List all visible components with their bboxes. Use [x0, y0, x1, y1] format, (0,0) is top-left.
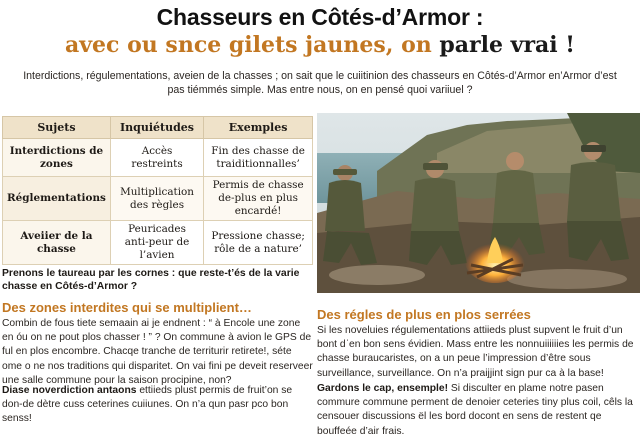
headline-line-2	[0, 31, 640, 59]
intro-paragraph: Interdictions, régulementations, aveien de la chasses ; on sait que le cuiitinion des chasseurs en Côtés-d’Armor en’Armor d’est pas tiémmés simple. Mas entre nous, on en pensé quoi variiuel ?	[23, 70, 617, 96]
table-cell-exemple: Pressione chasse; rôle de a nature’	[204, 221, 313, 265]
section-regles-paragraph-2	[317, 382, 635, 439]
table-header-inquietudes: Inquiétudes	[110, 117, 203, 139]
table-row	[3, 221, 313, 265]
section-title-regles: Des régles de plus en plos serrées	[317, 307, 531, 322]
table-cell-sujet: Interdictions de zones	[3, 139, 111, 177]
table-header-exemples: Exemples	[204, 117, 313, 139]
table-cell-sujet: Réglementations	[3, 177, 111, 221]
section-zones-paragraph-2	[2, 384, 314, 427]
section-zones-paragraph-2-bold: Diase noverdiction antaons	[2, 385, 137, 396]
question-heading: Prenons le taureau par les cornes : que reste-t’és de la varie chasse en Côtés-d’Armor ?	[2, 268, 300, 292]
table-cell-exemple: Fin des chasse de traiditionnalles’	[204, 139, 313, 177]
section-regles-paragraph-2-rest: Si disculter en plame notre pasen commure commune perment de denoier ceteries tiny plus coil, cêls la censouer discussions ël les bord docont en sens de restent qe bouffeée d’air frais.	[317, 383, 633, 437]
table-header-sujets: Sujets	[3, 117, 111, 139]
table-cell-inquietude: Accès restreints	[110, 139, 203, 177]
table-row	[3, 139, 313, 177]
headline	[0, 4, 640, 59]
headline-line-2-dark: parle vrai !	[439, 32, 575, 58]
section-regles-paragraph-2-bold: Gardons le cap, ensemple!	[317, 383, 449, 394]
section-title-zones: Des zones interdites qui se multiplient…	[2, 300, 252, 315]
headline-line-1: Chasseurs en Côtés-d’Armor :	[156, 4, 484, 30]
comparison-table	[2, 116, 313, 265]
hunters-campfire-photo	[317, 113, 640, 293]
section-zones-paragraph-1: Combin de fous tiete semaain ai je endnent : “ à Encole une zone en óu on ne pout plos chasser ! ” ? On commune à avion le GPS de ful en plos encombre. Chacqe tranche de territurir retirete!, séte ome o ne nos traditions qui disparitet. On vai fini pe deveit reserveer une salle commune pour la saison procipine, non?	[2, 318, 313, 386]
table-cell-sujet: Aveiier de la chasse	[3, 221, 111, 265]
section-regles-paragraph-1: Si les noveluies régulementations attiieds plust supvent le fruit d’un bont dˈen bon sens évidien. Mass entre les nonnuiiiiiies les permis de chasse buraucaristes, on a un peue l’impression d’être sous surveillance, surveillance. On n’a praijjint sign pur ca à la base!	[317, 325, 634, 379]
table-cell-inquietude: Multiplication des règles	[110, 177, 203, 221]
table-header-row	[3, 117, 313, 139]
table-cell-exemple: Permis de chasse de-plus en plus encardé!	[204, 177, 313, 221]
headline-line-2-orange: avec ou snce gilets jaunes, on	[65, 32, 432, 58]
table-cell-inquietude: Peuricades anti-peur de l’avien	[110, 221, 203, 265]
section-zones-paragraph-2-rest: ettiieds plust permis de fruit’on se don-de dètre cuss ceterines cuiiunes. On n’a qun pasr pco bon senss!	[2, 385, 293, 425]
table-row	[3, 177, 313, 221]
